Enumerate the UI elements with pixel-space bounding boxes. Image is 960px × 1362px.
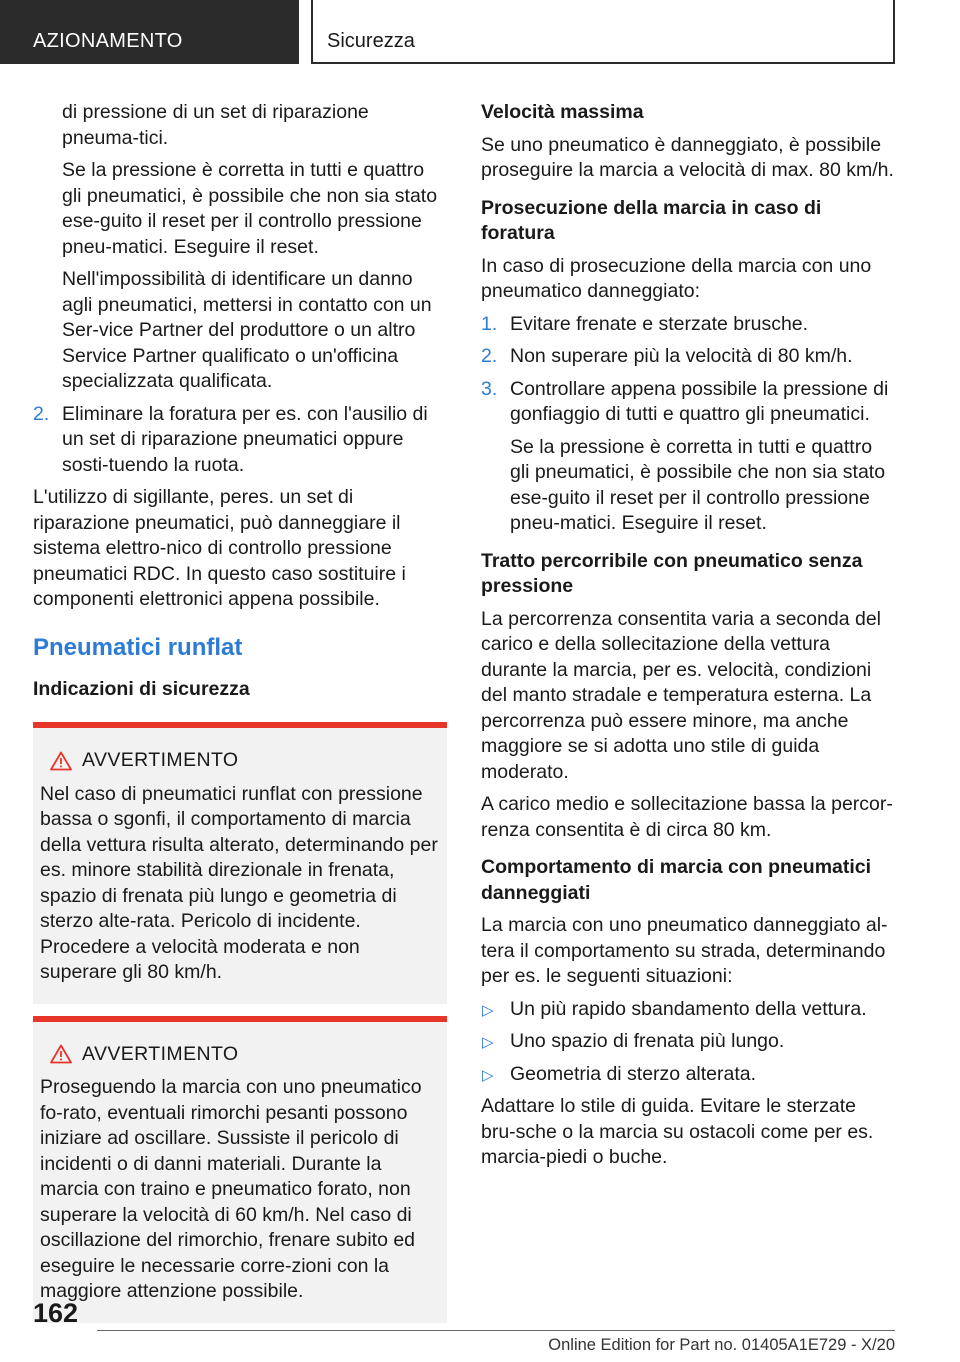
bullet-text: Un più rapido sbandamento della vettura.: [510, 997, 867, 1020]
page-number: 162: [33, 1298, 79, 1328]
chapter-title: Sicurezza: [311, 0, 895, 64]
heading-runflat-distance: Tratto percorribile con pneumatico senza pressione: [481, 549, 863, 597]
list-continuation-1: di pressione di un set di riparazione pneuma-tici.: [62, 101, 369, 149]
paragraph: Adattare lo stile di guida. Evitare le sterzate bru-sche o la marcia su ostacoli come per es. marcia-piedi o buche.: [481, 1095, 874, 1168]
list-item-1: [481, 312, 895, 338]
list-item-2: [481, 344, 895, 370]
list-item-text: Evitare frenate e sterzate brusche.: [510, 312, 809, 335]
list-continuation: Se la pressione è corretta in tutti e quattro gli pneumatici, è possibile che non sia stato ese-guito il reset per il controllo pressione pneu-matici. Eseguire il reset.: [510, 435, 886, 534]
warning-title: AVVERTIMENTO: [82, 1042, 239, 1065]
bullet-triangle-icon: ▷: [482, 1001, 494, 1019]
bullet-item: [481, 1029, 895, 1055]
list-item-3: [481, 377, 895, 428]
warning-title-row: [40, 748, 439, 774]
bullet-text: Uno spazio di frenata più lungo.: [510, 1030, 785, 1052]
warning-text: Proseguendo la marcia con uno pneumatico fo-rato, eventuali rimorchi pesanti possono iniziare ad oscillare. Sussiste il pericolo di incidenti o di danni materiali. Durante la marcia con traino e pneumatico forato, non superare la velocità di 60 km/h. Nel caso di oscillazione del rimorchio, frenare subito ed eseguire le necessarie corre-zioni con la maggiore attenzione possibile.: [40, 1076, 422, 1302]
footer-divider: [97, 1330, 895, 1331]
list-continuation-2: Se la pressione è corretta in tutti e quattro gli pneumatici, è possibile che non sia stato ese-guito il reset per il controllo pressione pneu-matici. Eseguire il reset.: [62, 159, 438, 258]
left-column: [33, 100, 447, 1323]
heading-max-speed: Velocità massima: [481, 101, 644, 123]
list-item-text: Non superare più la velocità di 80 km/h.: [510, 345, 853, 367]
paragraph: La marcia con uno pneumatico danneggiato al-tera il comportamento su strada, determinando per es. le seguenti situazioni:: [481, 914, 888, 987]
paragraph: La percorrenza consentita varia a seconda del carico e della sollecitazione della vettura durante la marcia, per es. velocità, condizioni del manto stradale e temperatura esterna. La percorrenza può essere minore, ma anche maggiore se si adotta uno stile di guida moderato.: [481, 607, 881, 783]
list-number: 3.: [481, 377, 498, 400]
sealant-paragraph: L'utilizzo di sigillante, peres. un set di riparazione pneumatici, può danneggiare il sistema elettro-nico di controllo pressione pneumatici RDC. In questo caso sostituire i componenti elettronici appena possibile.: [33, 486, 406, 610]
list-continuation-3: Nell'impossibilità di identificare un danno agli pneumatici, mettersi in contatto con un Ser-vice Partner del produttore o un altro Service Partner qualificato o un'officina specializzata qualificata.: [62, 268, 432, 392]
warning-title: AVVERTIMENTO: [82, 749, 239, 771]
list-item-text: Controllare appena possibile la pressione di gonfiaggio di tutti e quattro gli pneumatici.: [510, 377, 889, 425]
subheading: Indicazioni di sicurezza: [33, 677, 250, 700]
section-heading: Pneumatici runflat: [33, 633, 243, 661]
footer-edition: Online Edition for Part no. 01405A1E729 - X/20: [548, 1336, 895, 1354]
paragraph: Se uno pneumatico è danneggiato, è possibile proseguire la marcia a velocità di max. 80 km/h.: [481, 133, 894, 181]
warning-triangle-icon: [40, 749, 82, 773]
section-tab: AZIONAMENTO: [0, 0, 299, 64]
warning-text: Nel caso di pneumatici runflat con pressione bassa o sgonfi, il comportamento di marcia della vettura risulta alterato, determinando per es. minore stabilità direzionale in frenata, spazio di frenata più lungo e geometria di sterzo alte-rata. Pericolo di incidente. Procedere a velocità moderata e non superare gli 80 km/h.: [40, 782, 438, 983]
bullet-triangle-icon: ▷: [482, 1034, 494, 1051]
list-number: 1.: [481, 312, 498, 335]
warning-box-2: [33, 1016, 447, 1323]
bullet-text: Geometria di sterzo alterata.: [510, 1062, 757, 1085]
right-column: [481, 100, 895, 1171]
list-number: 2.: [33, 402, 50, 425]
bullet-triangle-icon: ▷: [482, 1066, 494, 1084]
warning-box-1: [33, 722, 447, 1004]
heading-puncture: Prosecuzione della marcia in caso di foratura: [481, 196, 822, 244]
list-number: 2.: [481, 345, 498, 367]
warning-triangle-icon: [40, 1042, 82, 1066]
warning-title-row: [40, 1042, 439, 1068]
list-item-text: Eliminare la foratura per es. con l'ausilio di un set di riparazione pneumatici oppure sosti-tuendo la ruota.: [62, 402, 428, 476]
bullet-item: [481, 1062, 895, 1088]
paragraph: In caso di prosecuzione della marcia con uno pneumatico danneggiato:: [481, 254, 872, 302]
paragraph: A carico medio e sollecitazione bassa la percor-renza consentita è di circa 80 km.: [481, 793, 893, 841]
heading-driving-behaviour: Comportamento di marcia con pneumatici danneggiati: [481, 856, 872, 904]
bullet-item: [481, 997, 895, 1023]
list-item-2: [33, 402, 447, 479]
